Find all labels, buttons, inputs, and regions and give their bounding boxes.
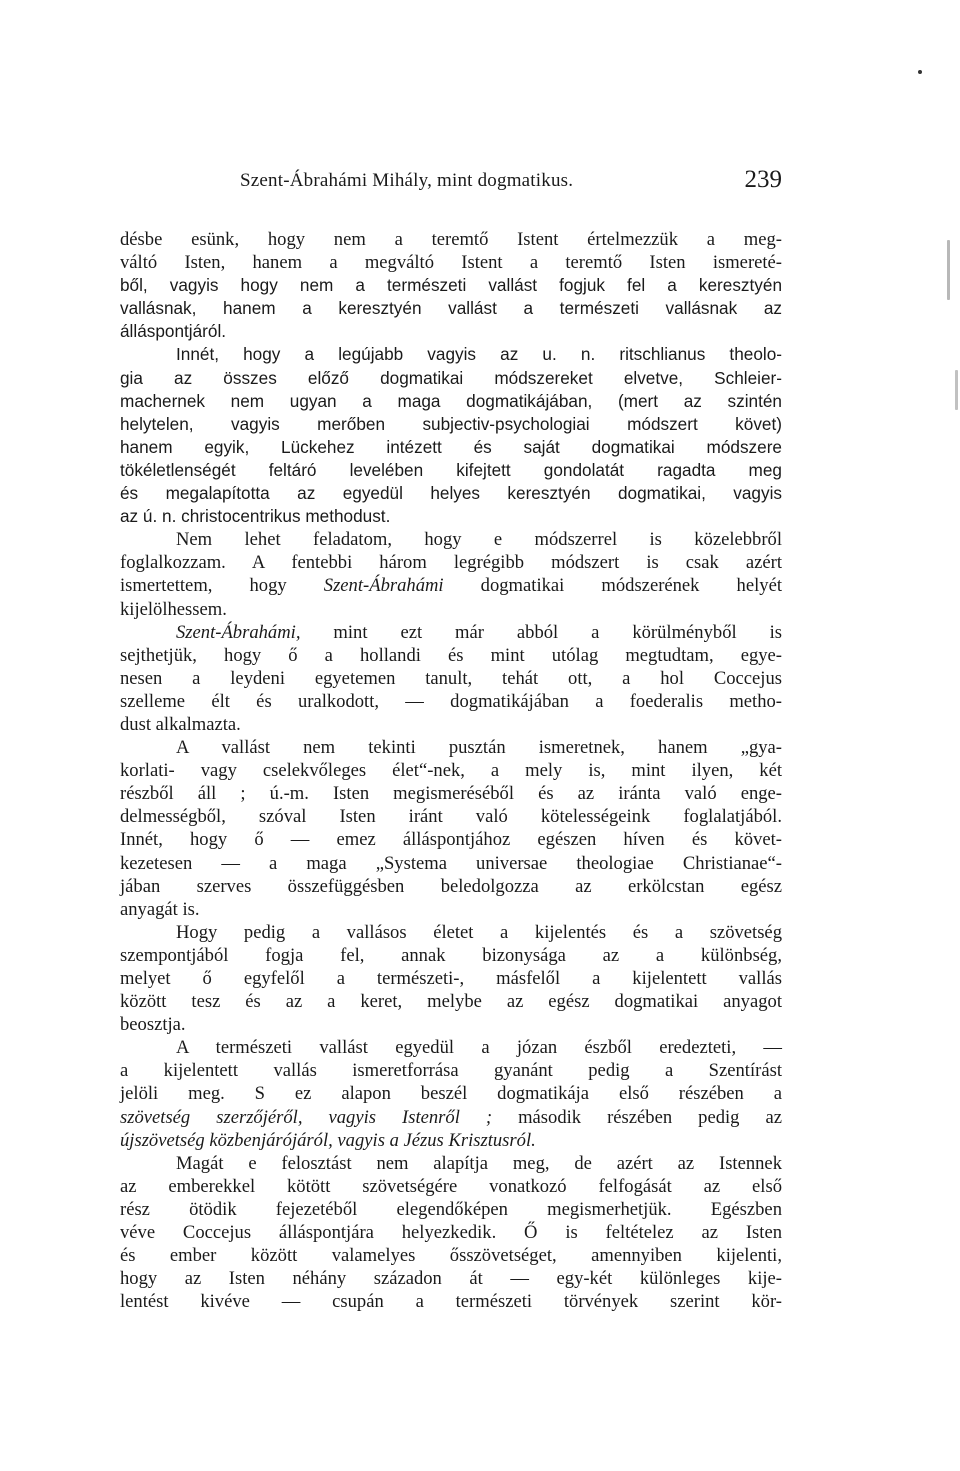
text-run: foglalkozzam. A fentebbi három legrégibb módszert is csak azért: [120, 552, 782, 574]
page-number: 239: [744, 166, 782, 193]
text-run: melyet ő egyfelől a természeti-, másfelől a kijelentett vallás: [120, 968, 782, 989]
text-line: [120, 875, 782, 898]
print-speck: [955, 370, 958, 410]
text-line: [120, 413, 782, 436]
text-line: [120, 343, 782, 366]
text-run: Innét, hogy a legújabb vagyis az u. n. ritschlianus theolo-: [176, 344, 782, 365]
text-run: váltó Isten, hanem a megváltó Istent a teremtő Isten ismereté-: [120, 252, 782, 274]
text-line: [120, 1036, 782, 1059]
italic-run: Szent-Ábrahámi: [323, 575, 444, 597]
text-line: [120, 459, 782, 482]
text-line: [120, 967, 782, 990]
text-run: dogmatikai módszerének helyét: [443, 575, 782, 597]
text-line: [120, 297, 782, 320]
text-line: [120, 528, 782, 551]
text-line: [120, 621, 782, 644]
text-run: Innét, hogy ő — emez álláspontjához egészen híven és követ-: [120, 829, 782, 851]
text-run: désbe esünk, hogy nem a teremtő Istent értelmezzük a meg-: [120, 229, 782, 250]
text-run: vallásnak, hanem a keresztyén vallást a természeti vallásnak az: [120, 298, 782, 319]
text-line: [120, 667, 782, 690]
text-run: véve Coccejus álláspontjára helyezkedik. Ő is feltételez az Isten: [120, 1222, 782, 1244]
text-line: [120, 736, 782, 759]
text-line: [120, 1106, 782, 1129]
running-title: Szent-Ábrahámi Mihály, mint dogmatikus.: [240, 170, 574, 191]
text-line: [120, 436, 782, 459]
italic-run: újszövetség közbenjárójáról, vagyis a Jézus Krisztusról.: [120, 1129, 536, 1151]
text-run: dust alkalmazta.: [120, 713, 241, 735]
italic-run: szövetség szerzőjéről, vagyis Istenről ;: [120, 1106, 493, 1128]
text-run: és ember között valamelyes ősszövetséget, amennyiben kijelenti,: [120, 1245, 782, 1267]
running-head: [120, 166, 782, 200]
text-run: nesen a leydeni egyetemen tanult, tehát ott, a hol Coccejus: [120, 667, 782, 689]
text-line: [120, 990, 782, 1013]
text-line: [120, 598, 782, 621]
text-run: gia az összes előző dogmatikai módszereket elvetve, Schleier-: [120, 367, 782, 388]
text-line: [120, 1129, 782, 1152]
text-line: [120, 1267, 782, 1290]
text-line: [120, 251, 782, 274]
text-run: álláspontjáról.: [120, 321, 227, 342]
text-line: [120, 1290, 782, 1313]
text-line: [120, 1059, 782, 1082]
print-speck: [947, 240, 950, 300]
text-run: az ú. n. christocentrikus methodust.: [120, 506, 391, 527]
text-run: A természeti vallást egyedül a józan észből eredezteti, —: [176, 1037, 782, 1059]
text-line: [120, 1198, 782, 1221]
text-run: szempontjából fogja fel, annak bizonysága az a különbség,: [120, 944, 782, 966]
text-line: [120, 852, 782, 875]
text-line: [120, 551, 782, 574]
text-run: kezetesen — a maga „Systema universae theologiae Christianae“-: [120, 852, 782, 874]
text-line: [120, 713, 782, 736]
text-run: helytelen, vagyis merőben subjectiv-psychologiai módszert követ): [120, 413, 782, 434]
text-run: kijelölhessem.: [120, 598, 227, 620]
italic-run: Szent-Ábrahámi,: [176, 621, 301, 643]
text-run: beosztja.: [120, 1014, 186, 1036]
text-line: [120, 1152, 782, 1175]
text-line: [120, 805, 782, 828]
text-line: [120, 1013, 782, 1036]
text-line: [120, 1221, 782, 1244]
text-line: [120, 574, 782, 597]
text-run: ismertettem, hogy: [120, 575, 324, 597]
text-line: [120, 759, 782, 782]
text-run: Nem lehet feladatom, hogy e módszerrel is közelebbről: [176, 529, 782, 551]
text-run: korlati- vagy cselekvőleges élet“-nek, a mely is, mint ilyen, két: [120, 760, 782, 782]
text-line: [120, 367, 782, 390]
text-line: [120, 1082, 782, 1105]
text-run: jelöli meg. S ez alapon beszél dogmatikája első részében a: [120, 1083, 782, 1105]
text-line: [120, 828, 782, 851]
text-run: hanem egyik, Lückehez intézett és saját dogmatikai módszere: [120, 436, 782, 457]
text-run: az emberekkel kötött szövetségére vonatkozó felfogását az első: [120, 1175, 782, 1197]
text-line: [120, 921, 782, 944]
text-run: mint ezt már abból a körülményből is: [300, 621, 782, 643]
text-run: A vallást nem tekinti pusztán ismeretnek, hanem „gya-: [176, 737, 782, 759]
text-line: [120, 690, 782, 713]
text-run: második részében pedig az: [492, 1106, 782, 1128]
text-line: [120, 644, 782, 667]
text-run: a kijelentett vallás ismeretforrása gyanánt pedig a Szentírást: [120, 1060, 782, 1082]
text-line: [120, 1244, 782, 1267]
text-run: között tesz és az a keret, melybe az egész dogmatikai anyagot: [120, 991, 782, 1013]
text-run: részből áll ; ú.-m. Isten megismeréséből és az iránta való enge-: [120, 783, 782, 805]
text-line: [120, 274, 782, 297]
text-run: ből, vagyis hogy nem a természeti vallást fogjuk fel a keresztyén: [120, 275, 782, 296]
text-run: szelleme élt és uralkodott, — dogmatikájában a foederalis metho-: [120, 690, 782, 712]
text-line: [120, 505, 782, 528]
text-line: [120, 482, 782, 505]
text-run: machernek nem ugyan a maga dogmatikájában, (mert az szintén: [120, 390, 782, 411]
text-run: Hogy pedig a vallásos életet a kijelentés és a szövetség: [176, 921, 782, 943]
text-line: [120, 320, 782, 343]
text-run: anyagát is.: [120, 898, 200, 920]
print-speck: [918, 70, 922, 74]
text-run: sejthetjük, hogy ő a hollandi és mint utólag megtudtam, egye-: [120, 644, 782, 666]
text-line: [120, 228, 782, 251]
text-run: és megalapította az egyedül helyes keresztyén dogmatikai, vagyis: [120, 483, 782, 504]
text-run: jában szerves összefüggésben beledolgozza az erkölcstan egész: [120, 875, 782, 897]
text-line: [120, 898, 782, 921]
text-run: rész ötödik fejezetéből elegendőképen megismerhetjük. Egészben: [120, 1198, 782, 1220]
body-text: [120, 228, 782, 1313]
text-run: delmességből, szóval Isten iránt való kötelességeink foglalatjából.: [120, 806, 782, 828]
text-line: [120, 390, 782, 413]
text-run: hogy az Isten néhány századon át — egy-két különleges kije-: [120, 1268, 782, 1290]
text-line: [120, 782, 782, 805]
text-line: [120, 1175, 782, 1198]
text-run: lentést kivéve — csupán a természeti törvények szerint kör-: [120, 1291, 782, 1313]
text-line: [120, 944, 782, 967]
text-run: Magát e felosztást nem alapítja meg, de azért az Istennek: [176, 1152, 782, 1174]
text-run: tökéletlenségét feltáró levelében kifejtett gondolatát ragadta meg: [120, 459, 782, 480]
